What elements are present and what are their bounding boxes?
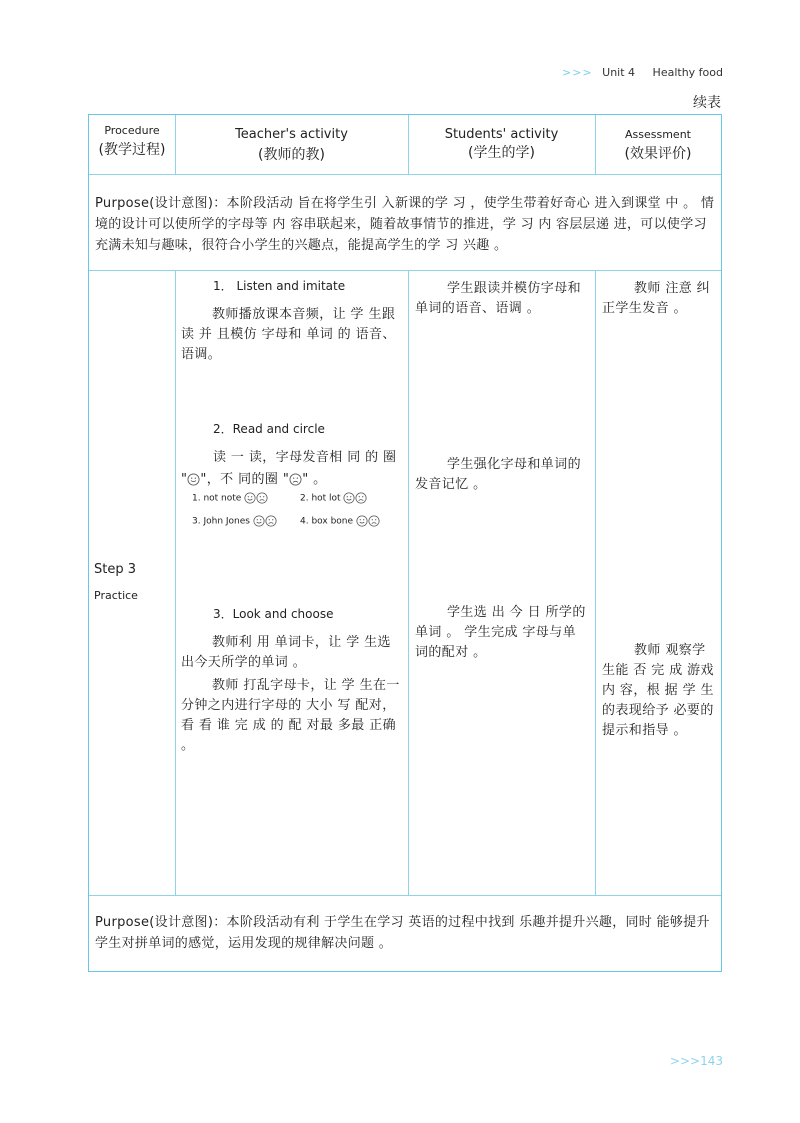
activity-1-assessment: 教师 注意 纠正学生发音 。 <box>602 281 711 316</box>
row-divider <box>89 270 721 271</box>
header-students: Students' activity (学生的学) <box>444 127 559 161</box>
activity-2-students: 学生强化字母和单词的发音记忆 。 <box>415 457 582 492</box>
activity-1-teacher: 教师播放课本音频，让 学 生跟读 并 且模仿 字母和 单词 的 语音、语调。 <box>181 307 396 362</box>
unit-label: Unit 4 <box>602 66 636 79</box>
header-assessment: Assessment (效果评价) <box>624 128 692 162</box>
example-1: 1. not note <box>192 492 268 504</box>
step-label: Step 3 <box>94 562 137 577</box>
sad-face-icon <box>355 492 367 504</box>
activity-2-teacher-line2: " "，不 同的圈 " " 。 <box>181 472 327 487</box>
sad-face-icon <box>289 473 302 486</box>
page-header <box>562 66 723 79</box>
activity-1-title: 1． Listen and imitate <box>213 279 346 293</box>
purpose-2: Purpose(设计意图)：本阶段活动有利 于学生在学习 英语的过程中找到 乐趣并提升兴趣，同时 能够提升学生对拼单词的感觉，运用发现的规律解决问题 。 <box>95 915 710 951</box>
activity-2-teacher-line1: 读 一 读，字母发音相 同 的 圈 <box>213 450 397 465</box>
example-4: 4. box bone <box>300 515 380 527</box>
smile-face-icon <box>244 492 256 504</box>
lesson-table <box>88 114 722 972</box>
header-procedure: Procedure (教学过程) <box>98 124 166 158</box>
activity-3-teacher-p2: 教师 打乱字母卡，让 学 生在一 分钟之内进行字母的 大小 写 配对，看 看 谁 完 成 的 配 对最 多最 正确 。 <box>181 678 400 753</box>
smile-face-icon <box>253 515 265 527</box>
topic-label: Healthy food <box>652 66 723 79</box>
activity-3-students: 学生选 出 今 日 所学的单词 。 学生完成 字母与单 词的配对 。 <box>415 605 586 660</box>
sad-face-icon <box>256 492 268 504</box>
header-teacher: Teacher's activity (教师的教) <box>235 127 348 163</box>
page-number: >>>143 <box>669 1054 723 1068</box>
activity-3-assessment: 教师 观察学生能 否 完 成 游戏内 容，根 据 学 生的表现给予 必要的提示和指导 。 <box>602 643 714 738</box>
row-divider <box>89 895 721 896</box>
row-divider <box>89 174 721 175</box>
step-name: Practice <box>94 589 138 602</box>
col-divider <box>595 270 596 895</box>
col-divider <box>408 270 409 895</box>
activity-3-title: 3．Look and choose <box>213 607 334 621</box>
continued-label: 续表 <box>693 95 721 111</box>
col-divider <box>175 270 176 895</box>
smile-face-icon <box>356 515 368 527</box>
sad-face-icon <box>265 515 277 527</box>
smile-face-icon <box>343 492 355 504</box>
purpose-1: Purpose(设计意图)：本阶段活动 旨在将学生引 入新课的学 习 ，使学生带着好奇心 进入到课堂 中 。 情境的设计可以使所学的字母等 内 容串联起来，随着故事情节的推进，学 习 内 容层层递 进，可以使学习 充满未知与趣味，很符合小学生的兴趣点，能提高学生的学 习 兴趣 。 <box>95 196 715 253</box>
sad-face-icon <box>368 515 380 527</box>
activity-2-title: 2．Read and circle <box>213 422 325 436</box>
example-3: 3. John Jones <box>192 515 277 527</box>
smile-face-icon <box>187 473 200 486</box>
header-arrows: >>> <box>562 66 593 79</box>
activity-3-teacher-p1: 教师利 用 单词卡，让 学 生选出今天所学的单词 。 <box>181 635 391 670</box>
example-2: 2. hot lot <box>300 492 367 504</box>
activity-1-students: 学生跟读并模仿字母和单词的语音、语调 。 <box>415 281 582 316</box>
